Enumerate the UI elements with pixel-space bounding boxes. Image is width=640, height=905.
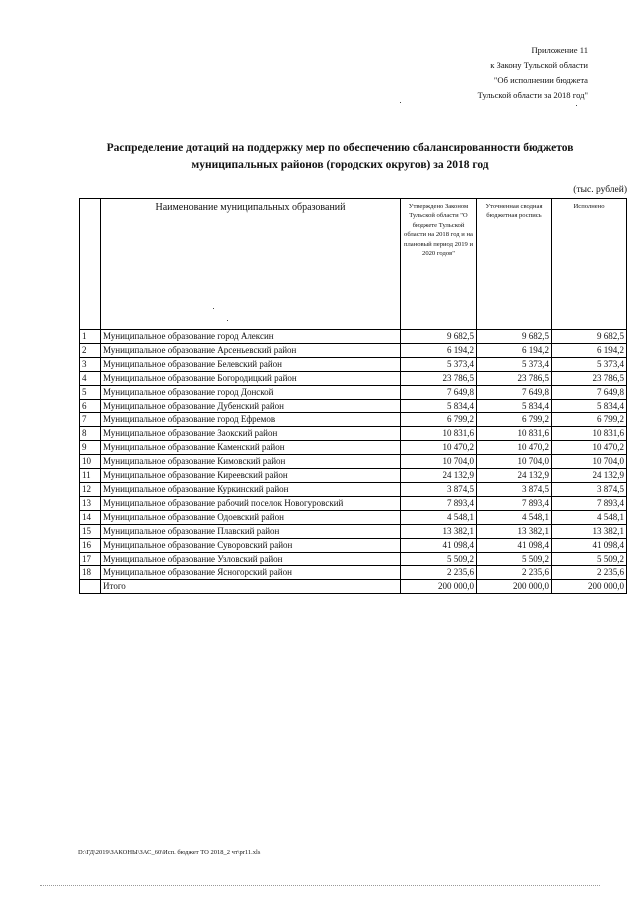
row-executed-cell: 23 786,5 <box>552 371 627 385</box>
row-executed-cell: 24 132,9 <box>552 469 627 483</box>
row-index-cell: 4 <box>80 371 101 385</box>
appendix-line-4: Тульской области за 2018 год" <box>477 90 588 100</box>
row-name-cell: Муниципальное образование город Ефремов <box>101 413 401 427</box>
row-approved-cell: 23 786,5 <box>401 371 477 385</box>
table-row <box>80 455 627 469</box>
row-index-cell: 11 <box>80 469 101 483</box>
row-revised-cell: 3 874,5 <box>477 482 552 496</box>
row-name-cell: Муниципальное образование Узловский район <box>101 552 401 566</box>
row-index-cell: 9 <box>80 441 101 455</box>
row-name-cell: Муниципальное образование Дубенский район <box>101 399 401 413</box>
row-executed-cell: 3 874,5 <box>552 482 627 496</box>
appendix-note <box>358 43 588 103</box>
row-revised-cell: 5 509,2 <box>477 552 552 566</box>
row-approved-cell: 5 834,4 <box>401 399 477 413</box>
scan-speck <box>227 320 228 321</box>
row-approved-cell: 41 098,4 <box>401 538 477 552</box>
row-approved-cell: 10 831,6 <box>401 427 477 441</box>
row-revised-cell: 5 834,4 <box>477 399 552 413</box>
table-row <box>80 371 627 385</box>
file-path-footer: D:\ГД\2019\ЗАКОНЫ\ЗАС_60\Исп. бюджет ТО 2018_2 чт\pr11.xls <box>78 849 261 856</box>
row-name-cell: Муниципальное образование Суворовский район <box>101 538 401 552</box>
row-revised-cell: 10 831,6 <box>477 427 552 441</box>
row-index-cell: 18 <box>80 566 101 580</box>
table-row <box>80 399 627 413</box>
table-row <box>80 496 627 510</box>
row-index-cell: 14 <box>80 510 101 524</box>
row-name-cell: Муниципальное образование Куркинский район <box>101 482 401 496</box>
document-title <box>60 140 620 174</box>
row-executed-cell: 13 382,1 <box>552 524 627 538</box>
total-executed-cell: 200 000,0 <box>552 580 627 594</box>
row-name-cell: Муниципальное образование Кимовский район <box>101 455 401 469</box>
row-revised-cell: 13 382,1 <box>477 524 552 538</box>
row-name-cell: Муниципальное образование Богородицкий район <box>101 371 401 385</box>
row-approved-cell: 10 470,2 <box>401 441 477 455</box>
row-approved-cell: 9 682,5 <box>401 330 477 344</box>
header-approved-cell: Утверждено Законом Тульской области "О бюджете Тульской области на 2018 год и на плановый период 2019 и 2020 годов" <box>401 199 477 330</box>
title-line-1: Распределение дотаций на поддержку мер по обеспечению сбалансированности бюджетов <box>106 142 574 154</box>
row-name-cell: Муниципальное образование рабочий поселок Новогуровский <box>101 496 401 510</box>
table-row <box>80 357 627 371</box>
title-line-2: муниципальных районов (городских округов) за 2018 год <box>191 159 489 171</box>
row-revised-cell: 6 194,2 <box>477 343 552 357</box>
row-executed-cell: 41 098,4 <box>552 538 627 552</box>
row-approved-cell: 7 649,8 <box>401 385 477 399</box>
row-revised-cell: 6 799,2 <box>477 413 552 427</box>
header-revised-cell: Уточненная сводная бюджетная роспись <box>477 199 552 330</box>
row-executed-cell: 7 893,4 <box>552 496 627 510</box>
row-approved-cell: 6 194,2 <box>401 343 477 357</box>
row-revised-cell: 10 470,2 <box>477 441 552 455</box>
row-executed-cell: 6 194,2 <box>552 343 627 357</box>
row-name-cell: Муниципальное образование Киреевский район <box>101 469 401 483</box>
row-executed-cell: 10 704,0 <box>552 455 627 469</box>
row-revised-cell: 10 704,0 <box>477 455 552 469</box>
subsidy-table <box>79 198 627 594</box>
row-name-cell: Муниципальное образование Заокский район <box>101 427 401 441</box>
row-index-cell: 6 <box>80 399 101 413</box>
row-index-cell: 5 <box>80 385 101 399</box>
row-executed-cell: 5 509,2 <box>552 552 627 566</box>
table-row <box>80 538 627 552</box>
row-name-cell: Муниципальное образование Каменский район <box>101 441 401 455</box>
scan-speck <box>400 102 401 103</box>
row-revised-cell: 7 649,8 <box>477 385 552 399</box>
row-name-cell: Муниципальное образование Одоевский район <box>101 510 401 524</box>
table-row <box>80 566 627 580</box>
table-row <box>80 330 627 344</box>
row-index-cell: 15 <box>80 524 101 538</box>
row-executed-cell: 6 799,2 <box>552 413 627 427</box>
row-executed-cell: 10 831,6 <box>552 427 627 441</box>
units-note: (тыс. рублей) <box>573 185 627 195</box>
header-index-cell <box>80 199 101 330</box>
header-name-label: Наименование муниципальных образований <box>155 202 346 213</box>
table-row <box>80 524 627 538</box>
table-header-row <box>80 199 627 330</box>
row-executed-cell: 7 649,8 <box>552 385 627 399</box>
total-index-cell <box>80 580 101 594</box>
total-row <box>80 580 627 594</box>
appendix-line-3: "Об исполнении бюджета <box>493 75 588 85</box>
table-row <box>80 469 627 483</box>
total-approved-cell: 200 000,0 <box>401 580 477 594</box>
table-row <box>80 482 627 496</box>
row-executed-cell: 5 373,4 <box>552 357 627 371</box>
row-approved-cell: 5 373,4 <box>401 357 477 371</box>
row-revised-cell: 7 893,4 <box>477 496 552 510</box>
row-index-cell: 7 <box>80 413 101 427</box>
row-approved-cell: 3 874,5 <box>401 482 477 496</box>
scan-speck <box>213 308 214 309</box>
row-approved-cell: 10 704,0 <box>401 455 477 469</box>
row-index-cell: 12 <box>80 482 101 496</box>
row-name-cell: Муниципальное образование Ясногорский район <box>101 566 401 580</box>
row-approved-cell: 24 132,9 <box>401 469 477 483</box>
row-name-cell: Муниципальное образование город Донской <box>101 385 401 399</box>
row-name-cell: Муниципальное образование Плавский район <box>101 524 401 538</box>
row-revised-cell: 24 132,9 <box>477 469 552 483</box>
table-row <box>80 552 627 566</box>
row-revised-cell: 4 548,1 <box>477 510 552 524</box>
row-executed-cell: 9 682,5 <box>552 330 627 344</box>
row-approved-cell: 7 893,4 <box>401 496 477 510</box>
row-approved-cell: 4 548,1 <box>401 510 477 524</box>
row-approved-cell: 13 382,1 <box>401 524 477 538</box>
appendix-line-1: Приложение 11 <box>531 45 588 55</box>
row-executed-cell: 4 548,1 <box>552 510 627 524</box>
row-revised-cell: 41 098,4 <box>477 538 552 552</box>
table-row <box>80 413 627 427</box>
table-row <box>80 343 627 357</box>
row-approved-cell: 2 235,6 <box>401 566 477 580</box>
scan-dotted-edge <box>40 885 600 887</box>
row-executed-cell: 10 470,2 <box>552 441 627 455</box>
row-index-cell: 17 <box>80 552 101 566</box>
row-revised-cell: 2 235,6 <box>477 566 552 580</box>
row-approved-cell: 5 509,2 <box>401 552 477 566</box>
scan-speck <box>576 105 577 106</box>
total-revised-cell: 200 000,0 <box>477 580 552 594</box>
row-index-cell: 3 <box>80 357 101 371</box>
table-row <box>80 385 627 399</box>
table-body <box>80 199 627 594</box>
appendix-line-2: к Закону Тульской области <box>490 60 588 70</box>
total-label-cell: Итого <box>101 580 401 594</box>
row-revised-cell: 5 373,4 <box>477 357 552 371</box>
row-name-cell: Муниципальное образование город Алексин <box>101 330 401 344</box>
row-name-cell: Муниципальное образование Арсеньевский район <box>101 343 401 357</box>
row-index-cell: 8 <box>80 427 101 441</box>
row-revised-cell: 23 786,5 <box>477 371 552 385</box>
row-index-cell: 16 <box>80 538 101 552</box>
header-name-cell <box>101 199 401 330</box>
row-revised-cell: 9 682,5 <box>477 330 552 344</box>
row-index-cell: 10 <box>80 455 101 469</box>
row-index-cell: 13 <box>80 496 101 510</box>
header-executed-cell: Исполнено <box>552 199 627 330</box>
row-executed-cell: 5 834,4 <box>552 399 627 413</box>
table-row <box>80 427 627 441</box>
table-row <box>80 441 627 455</box>
row-index-cell: 1 <box>80 330 101 344</box>
row-approved-cell: 6 799,2 <box>401 413 477 427</box>
row-index-cell: 2 <box>80 343 101 357</box>
table-row <box>80 510 627 524</box>
row-name-cell: Муниципальное образование Белевский район <box>101 357 401 371</box>
row-executed-cell: 2 235,6 <box>552 566 627 580</box>
